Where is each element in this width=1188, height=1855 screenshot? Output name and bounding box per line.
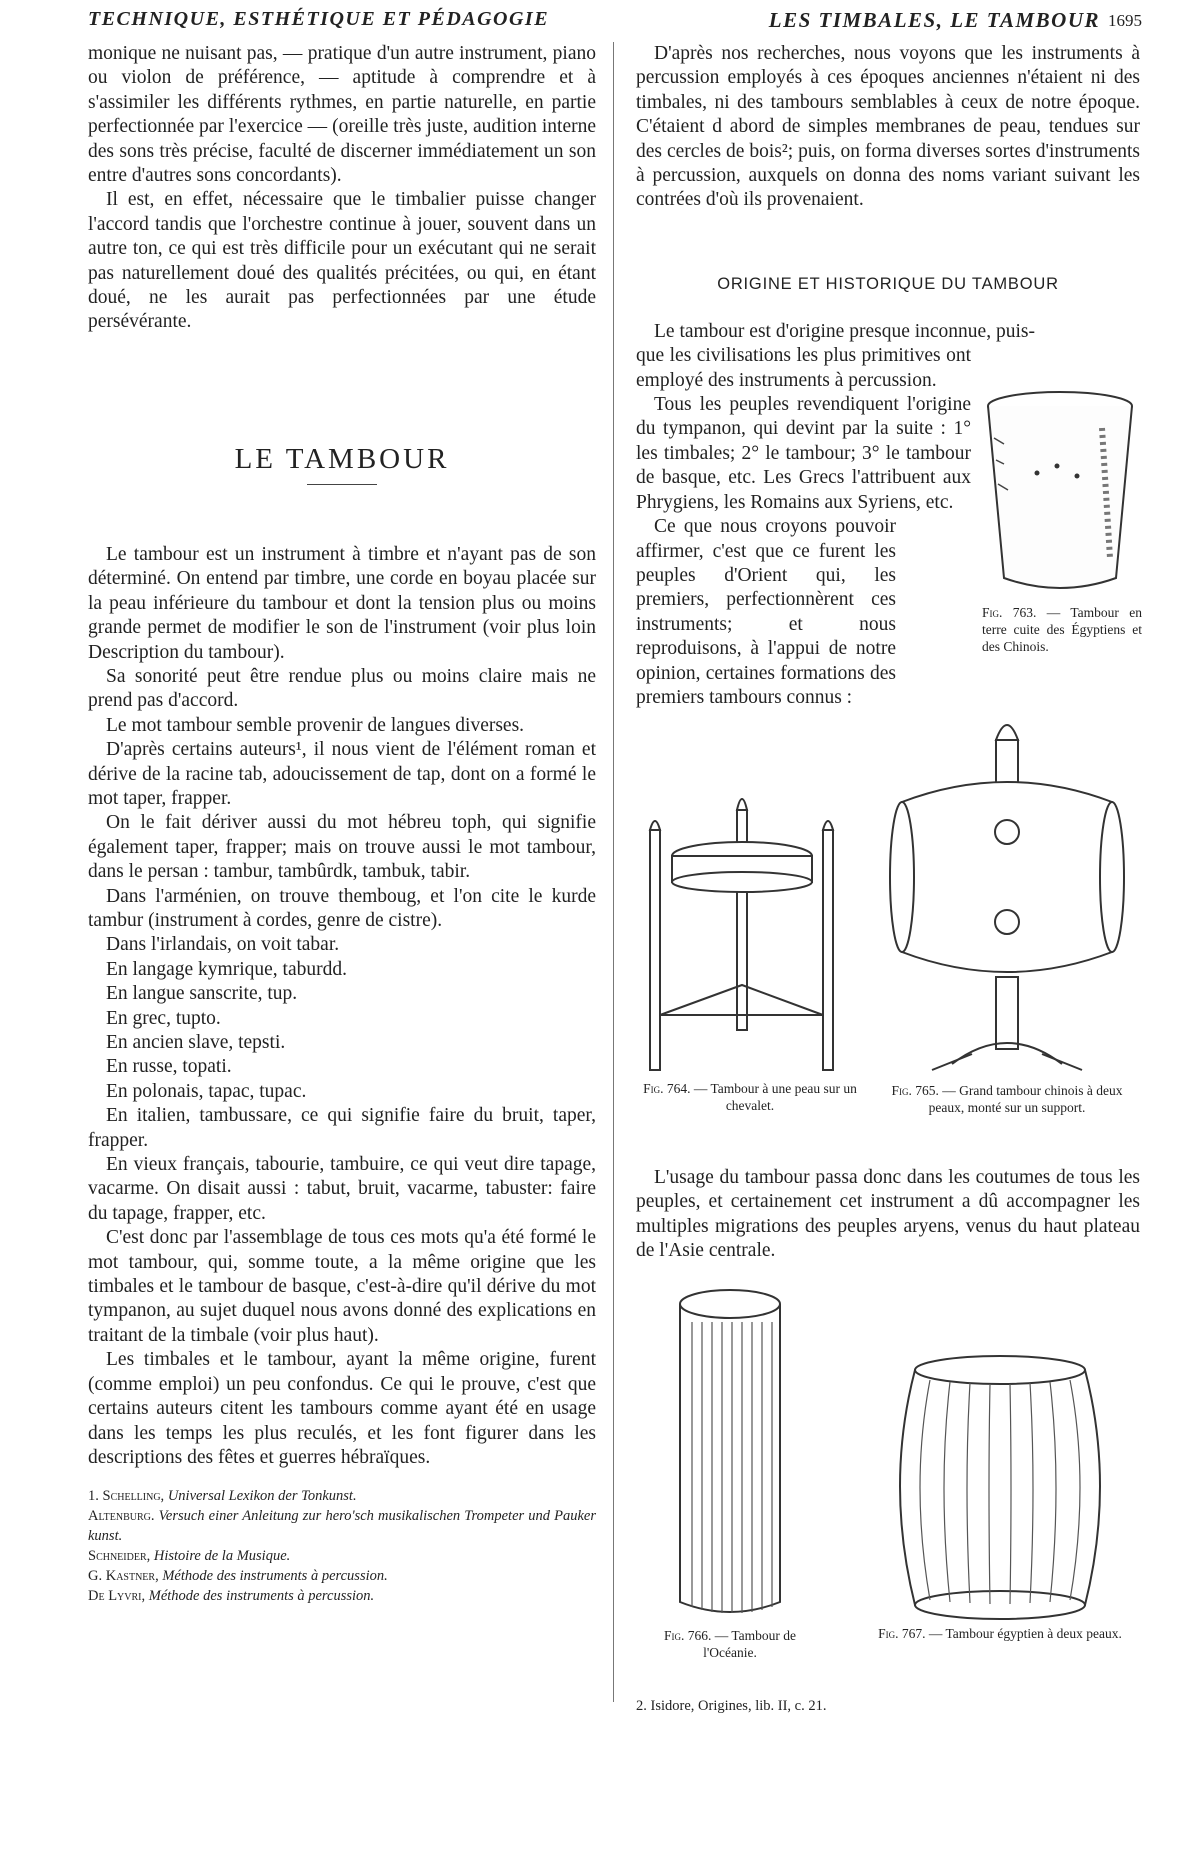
terracotta-drum-illustration — [982, 388, 1142, 598]
paragraph: que les civilisations les plus primitives ont employé des instruments à percussion. — [636, 345, 971, 391]
paragraph: Tous les peuples revendiquent l'origine du tympanon, qui devint par la suite : 1° les timbales; 2° le tambour; 3° le tambour de basque, etc. Les Grecs l'attribuent aux Phrygiens, les Romains aux Syriens, etc. — [636, 394, 971, 513]
title-rule — [307, 484, 377, 485]
paragraph: C'est donc par l'assemblage de tous ces mots qu'a été formé le mot tambour, qui, somme toute, a la même origine que les timbales et le tambour de basque, c'est-à-dire qu'il dérive du mot tympanon, au sujet duquel nous avons donné des explications en traitant de la timbale (voir plus haut). — [88, 1227, 596, 1346]
usage-block — [636, 1166, 1140, 1264]
paragraph: Il est, en effet, nécessaire que le timbalier puisse changer l'accord tandis que l'orchestre continue à jouer, souvent dans un autre ton, ce qui est très difficile pour un exécutant qui ne serait pas naturellement doué des qualités précitées, ou qui, en étant doué, ne les aurait pas perfectionnées par une étude persévérante. — [88, 189, 596, 333]
paragraph: On le fait dériver aussi du mot hébreu toph, qui signifie également taper, frapper; mais on trouve aussi le mot tambour, dans le persan : tambur, tambûrdk, tambuk, tabir. — [88, 812, 596, 883]
footnotes — [88, 1486, 596, 1606]
paragraph: Dans l'arménien, on trouve themboug, et l'on cite le kurde tambur (instrument à cordes, genre de cistre). — [88, 885, 596, 931]
right-footnote: 2. Isidore, Origines, lib. II, c. 21. — [636, 1698, 827, 1714]
paragraph: Le tambour est d'origine presque inconnue, puis- — [654, 320, 1035, 342]
paragraph: En ancien slave, tepsti. — [106, 1032, 286, 1053]
paragraph: En italien, tambussare, ce qui signifie faire du bruit, taper, frapper. — [88, 1105, 596, 1151]
oceania-drum-illustration — [640, 1282, 820, 1627]
paragraph: L'usage du tambour passa donc dans les coutumes de tous les peuples, et certainement cet instrument a dû accompagner les multiples migrations des peuples aryens, venus du haut plateau de l'Asie centrale. — [636, 1167, 1140, 1262]
subheading: ORIGINE ET HISTORIQUE DU TAMBOUR — [717, 274, 1059, 293]
footnote: Altenburg. Versuch einer Anleitung zur hero'sch musikalischen Trompeter und Pauker kunst. — [88, 1508, 597, 1545]
paragraph: En langage kymrique, taburdd. — [106, 958, 347, 980]
paragraph: monique ne nuisant pas, — pratique d'un autre instrument, piano ou violon de préférence, — aptitude à comprendre et à s'assimiler les différents rythmes, en partie naturelle, en partie perfectionnée par l'exercice — (oreille très juste, audition interne des sons très précise, faculté de discerner immédiatement un son entre d'autres sons concordants). — [88, 43, 596, 187]
paragraph: Dans l'irlandais, on voit tabar. — [106, 934, 340, 956]
wrapped-text — [636, 344, 971, 710]
chinese-drum-illustration — [872, 712, 1142, 1082]
footnote: 1. Schelling, Universal Lexikon der Tonkunst. — [88, 1488, 357, 1505]
figure-765: Fig. 765. — Grand tambour chinois à deux peaux, monté sur un support. — [872, 712, 1142, 1116]
figure-767: Fig. 767. — Tambour égyptien à deux peaux. — [860, 1350, 1140, 1642]
figure-766: Fig. 766. — Tambour de l'Océanie. — [640, 1282, 820, 1661]
paragraph: Le mot tambour semble provenir de langues diverses. — [106, 714, 525, 736]
footnote: Schneider, Histoire de la Musique. — [88, 1548, 291, 1565]
running-head-right: LES TIMBALES, LE TAMBOUR — [768, 8, 1100, 32]
figure-763: Fig. 763. — Tambour en terre cuite des Égyptiens et des Chinois. — [982, 388, 1142, 655]
page-number: 1695 — [1108, 11, 1142, 30]
paragraph: D'après certains auteurs¹, il nous vient de l'élément roman et dérive de la racine tab, adoucissement de tap, dont on a formé le mot taper, frapper. — [88, 739, 596, 809]
paragraph: Les timbales et le tambour, ayant la même origine, furent (comme emploi) un peu confondus. Ce qui le prouve, c'est que certains auteurs citent les tambours comme ayant été en usage dans les temps les plus reculés, et les font figurer dans les descriptions des fêtes et guerres hébraïques. — [88, 1349, 596, 1468]
paragraph: En grec, tupto. — [106, 1007, 221, 1029]
paragraph: Ce que nous croyons pouvoir affirmer, c'est que ce furent les peuples d'Orient qui, les premiers, perfectionnèrent ces instruments; et nous reproduisons, à l'appui de notre opinion, certaines formations des premiers tambours connus : — [636, 516, 896, 708]
paragraph: En langue sanscrite, tup. — [106, 983, 298, 1005]
column-divider — [613, 42, 614, 1702]
paragraph: Sa sonorité peut être rendue plus ou moins claire mais ne prend pas d'accord. — [88, 665, 596, 712]
footnote: G. Kastner, Méthode des instruments à percussion. — [88, 1568, 388, 1585]
paragraph: En polonais, tapac, tupac. — [106, 1080, 307, 1102]
page-header — [88, 6, 1142, 38]
egyptian-drum-illustration — [860, 1350, 1140, 1625]
paragraph: Le tambour est un instrument à timbre et n'ayant pas de son déterminé. On entend par timbre, une corde en boyau placée sur la peau inférieure du tambour et dont la tension plus ou moins grande permet de modifier le son de l'instrument (voir plus loin Description du tambour). — [88, 543, 596, 663]
paragraph: En russe, topati. — [106, 1056, 232, 1078]
paragraph: En vieux français, tabourie, tambuire, ce qui veut dire tapage, vacarme. On disait aussi : tabut, bruit, vacarme, tabuster: faire du tapage, frapper, etc. — [88, 1154, 596, 1224]
left-column — [88, 42, 596, 1606]
paragraph: D'après nos recherches, nous voyons que les instruments à percussion employés à ces époques anciennes n'étaient ni des timbales, ni des tambours semblables à ceux de notre époque. C'étaient d abord de simples membranes de peau, tendues sur des cercles de bois²; puis, on forma diverses sortes d'instruments à percussion, auxquels on donna des noms variant suivant les contrées d'où ils provenaient. — [636, 43, 1140, 211]
figure-764: Fig. 764. — Tambour à une peau sur un chevalet. — [630, 790, 870, 1114]
drum-on-stand-illustration — [630, 790, 870, 1080]
running-head-left: TECHNIQUE, ESTHÉTIQUE ET PÉDAGOGIE — [88, 8, 550, 30]
footnote: De Lyvri, Méthode des instruments à percussion. — [88, 1588, 375, 1605]
section-title: LE TAMBOUR — [234, 442, 450, 475]
